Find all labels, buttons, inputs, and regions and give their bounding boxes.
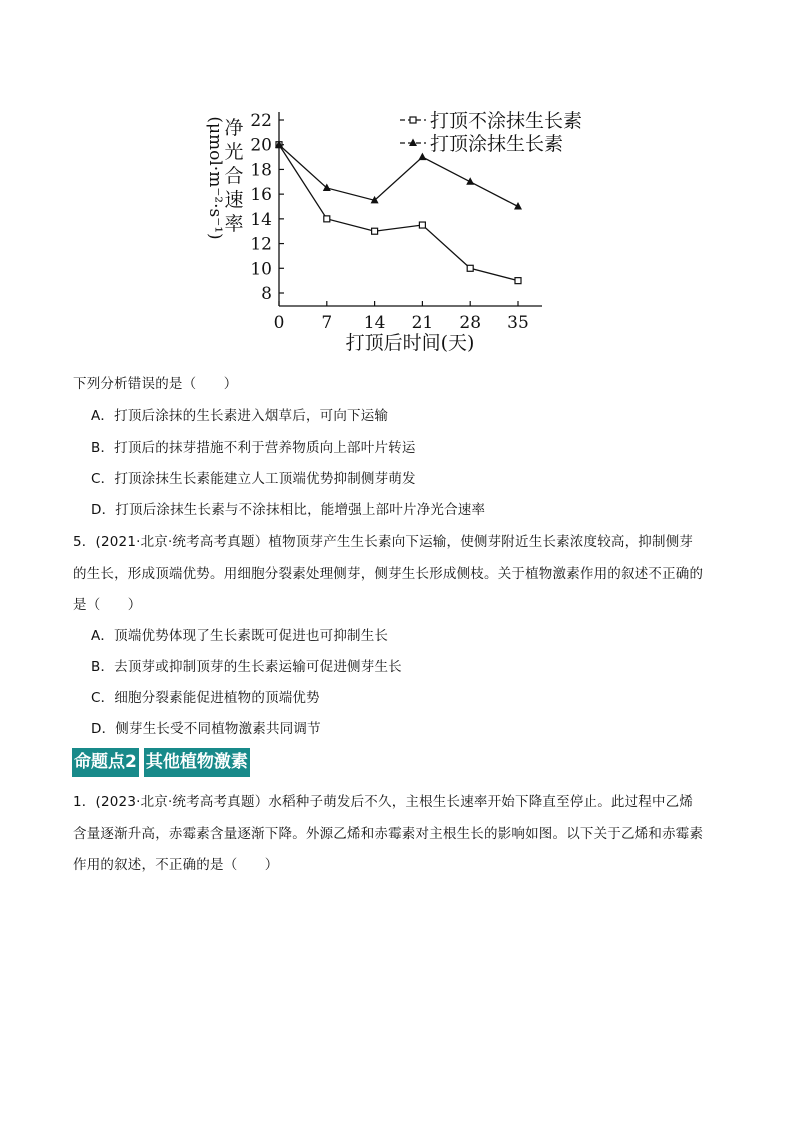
option-d: D．打顶后涂抹生长素与不涂抹相比，能增强上部叶片净光合速率 [91,502,486,518]
question-5-line-1: 5．(2021·北京·统考高考真题）植物顶芽产生生长素向下运输，使侧芽附近生长素浓度较高，抑制侧芽 [73,534,694,550]
y-axis-title-char: 合 [224,165,244,187]
series-line-not-applied [279,145,518,281]
data-point-not-applied [515,278,521,284]
q5-option-c: C．细胞分裂素能促进植物的顶端优势 [91,690,320,706]
data-point-not-applied [467,265,473,271]
x-tick-label: 14 [363,313,386,333]
y-tick-label: 14 [250,209,272,230]
y-axis-title-char: 率 [224,213,244,235]
section-header [72,748,250,777]
question-5-line-3: 是（ ） [73,597,142,613]
y-tick-label: 8 [261,284,272,304]
y-tick-label: 12 [250,234,272,255]
legend-marker-not-applied [410,117,416,123]
y-tick-label: 22 [250,111,272,131]
y-axis-title-char: 光 [224,141,244,163]
data-point-not-applied [419,222,425,228]
option-a: A．打顶后涂抹的生长素进入烟草后，可向下运输 [91,408,389,424]
q5-option-a: A．顶端优势体现了生长素既可促进也可抑制生长 [91,628,389,644]
x-tick-label: 35 [507,313,529,333]
legend-marker-applied [409,139,417,147]
y-tick-label: 20 [250,135,272,156]
x-tick-label: 0 [273,313,285,333]
question-5-line-2: 的生长，形成顶端优势。用细胞分裂素处理侧芽，侧芽生长形成侧枝。关于植物激素作用的叙述不正确的 [73,566,704,582]
option-c: C．打顶涂抹生长素能建立人工顶端优势抑制侧芽萌发 [91,471,416,487]
question-1-line-1: 1．(2023·北京·统考高考真题）水稻种子萌发后不久，主根生长速率开始下降直至停止。此过程中乙烯 [73,794,694,810]
y-axis-title-char: 净 [224,117,244,139]
section-label: 命题点2 [72,748,139,777]
y-tick-label: 18 [250,160,272,181]
legend-label-not-applied: 打顶不涂抹生长素 [430,110,583,132]
x-tick-label: 21 [411,313,434,333]
x-tick-label: 28 [459,313,482,333]
legend-label-applied: 打顶涂抹生长素 [430,133,564,155]
y-tick-label: 10 [250,259,272,280]
y-axis-title-char: 速 [224,189,244,211]
q5-option-b: B．去顶芽或抑制顶芽的生长素运输可促进侧芽生长 [91,659,402,675]
x-tick-label: 7 [321,313,333,333]
option-b: B．打顶后的抹芽措施不利于营养物质向上部叶片转运 [91,440,416,456]
q5-option-d: D．侧芽生长受不同植物激素共同调节 [91,721,321,737]
question-stem: 下列分析错误的是（ ） [73,376,238,392]
question-1-line-3: 作用的叙述，不正确的是（ ） [73,857,279,873]
question-1-line-2: 含量逐渐升高，赤霉素含量逐渐下降。外源乙烯和赤霉素对主根生长的影响如图。以下关于乙烯和赤霉素 [73,826,704,842]
line-chart [196,100,596,360]
x-axis-title: 打顶后时间(天) [345,332,475,354]
data-point-applied [418,153,426,161]
section-title: 其他植物激素 [144,748,250,777]
net-photosynthesis-chart [196,100,596,360]
y-tick-label: 16 [250,185,272,206]
data-point-not-applied [372,228,378,234]
y-axis-unit: (μmol·m⁻²·s⁻¹) [205,116,225,240]
data-point-not-applied [324,216,330,222]
